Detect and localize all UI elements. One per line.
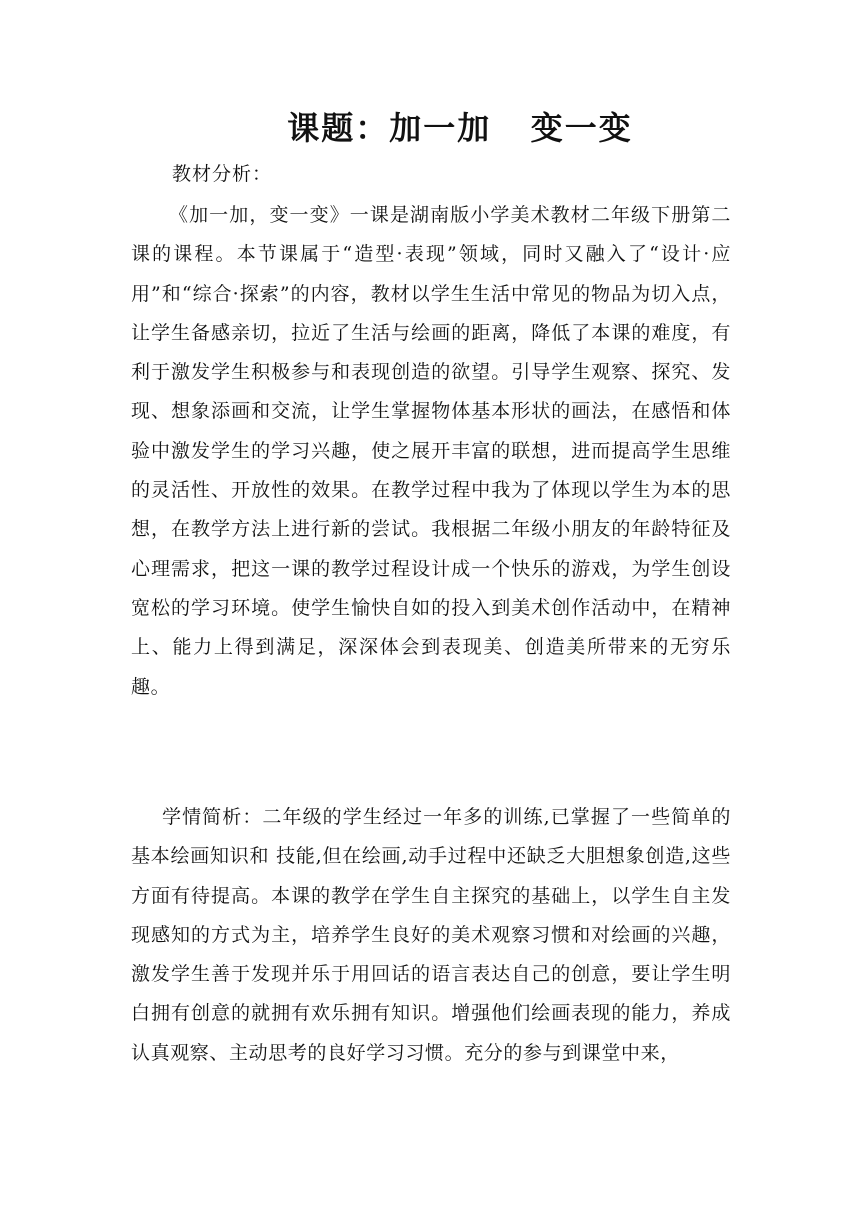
section-label-textbook-analysis: 教材分析： (172, 163, 273, 185)
paragraph-learner-analysis: 学情简析：二年级的学生经过一年多的训练,已掌握了一些简单的基本绘画知识和 技能,但在绘画,动手过程中还缺乏大胆想象创造,这些方面有待提高。本课的教学在学生自主探究的基础上，以学生自主发现感知的方式为主，培养学生良好的美术观察习惯和对绘画的兴趣，激发学生善于发现并乐于用回话的语言表达自己的创意，要让学生明白拥有创意的就拥有欢乐拥有知识。增强他们绘画表现的能力，养成认真观察、主动思考的良好学习习惯。充分的参与到课堂中来， (131, 806, 731, 1064)
document-title: 课题：加一加 变一变 (287, 109, 633, 147)
paragraph-textbook-analysis: 《加一加，变一变》一课是湖南版小学美术教材二年级下册第二课的课程。本节课属于“造型·表现”领域，同时又融入了“设计·应用”和“综合·探索”的内容，教材以学生生活中常见的物品为切入点，让学生备感亲切，拉近了生活与绘画的距离，降低了本课的难度，有利于激发学生积极参与和表现创造的欲望。引导学生观察、探究、发现、想象添画和交流，让学生掌握物体基本形状的画法，在感悟和体验中激发学生的学习兴趣，使之展开丰富的联想，进而提高学生思维的灵活性、开放性的效果。在教学过程中我为了体现以学生为本的思想，在教学方法上进行新的尝试。我根据二年级小朋友的年龄特征及心理需求，把这一课的教学过程设计成一个快乐的游戏，为学生创设宽松的学习环境。使学生愉快自如的投入到美术创作活动中，在精神上、能力上得到满足，深深体会到表现美、创造美所带来的无穷乐趣。 (131, 204, 731, 698)
